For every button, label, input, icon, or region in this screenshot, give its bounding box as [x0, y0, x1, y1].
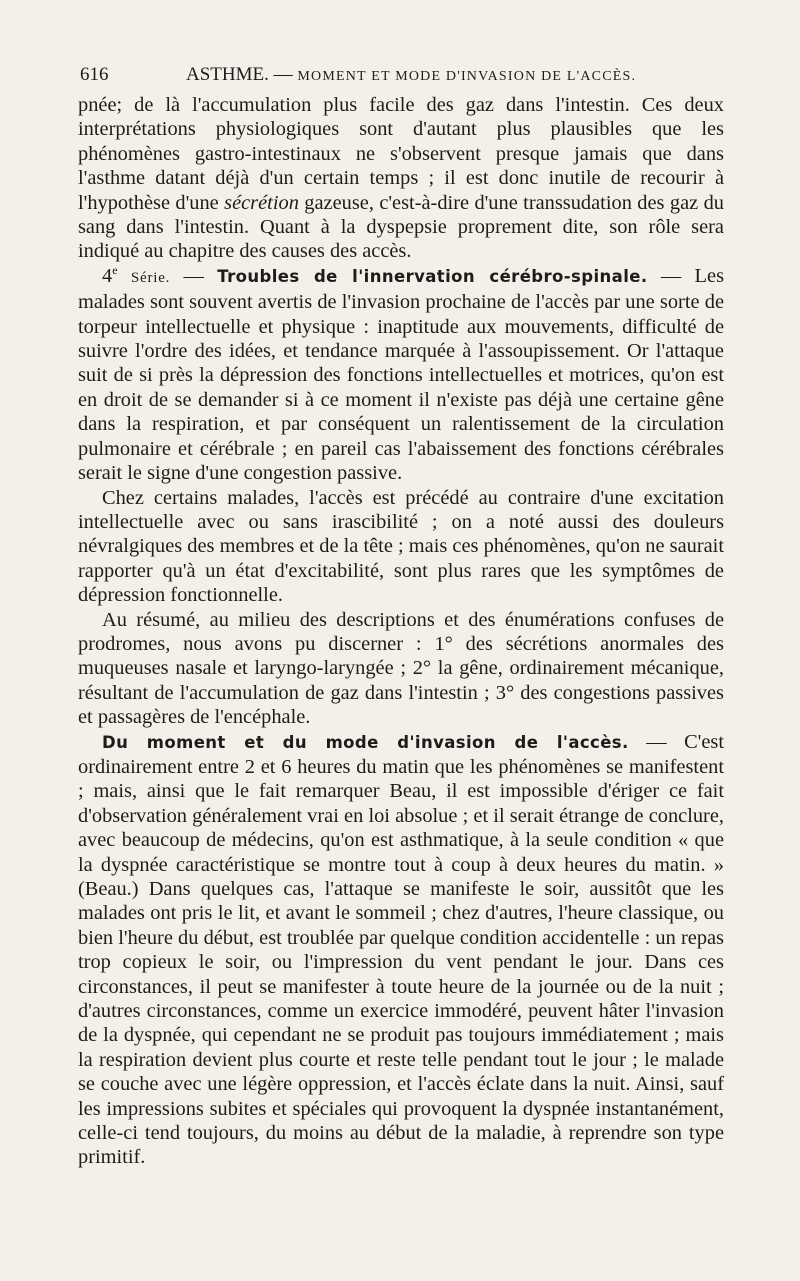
- paragraph-1: [78, 93, 724, 264]
- paragraph-3: Chez certains malades, l'accès est précédé au contraire d'une excitation intellectuelle avec ou sans irascibilité ; on a noté aussi des douleurs névralgiques des membres et de la tête ; mais ces phénomènes, qu'on ne saurait rapporter qu'à un état d'excitabilité, sont plus rares que les symptômes de dépression fonctionnelle.: [78, 486, 724, 607]
- running-title: [186, 62, 636, 90]
- paragraph-2: [78, 264, 724, 486]
- paragraph-2-text: — Les malades sont souvent avertis de l'invasion prochaine de l'accès par une sorte de torpeur intellectuelle et physique : inaptitude aux mouvements, difficulté de suivre l'ordre des idées, et tendance marquée à l'assoupissement. Or l'attaque suit de si près la dépression des fonctions intellectuelles et motrices, qu'on est en droit de se demander si à ce moment il n'existe pas déjà une certaine gêne dans la respiration, et par conséquent un ralentissement de la circulation pulmonaire et cérébrale ; en pareil cas l'abaissement des fonctions cérébrales serait le signe d'une congestion passive.: [78, 264, 724, 485]
- body-text: [78, 93, 724, 1170]
- paragraph-1-text: pnée; de là l'accumulation plus facile des gaz dans l'intestin. Ces deux interprétations physiologiques sont d'autant plus plausibles que les phénomènes gastro-intestinaux ne s'observent presque jamais que dans l'asthme datant déjà d'un certain temps ; il est donc inutile de recourir à l'hypothèse d'une: [78, 94, 724, 214]
- series-superscript: e: [112, 263, 118, 278]
- page-number: 616: [80, 64, 109, 85]
- paragraph-1-end: gazeuse, c'est-à-dire d'une transsudation des gaz du sang dans l'intestin. Quant à la dyspepsie proprement dite, son rôle sera indiqué au chapitre des causes des accès.: [78, 191, 724, 263]
- section-heading: Troubles de l'innervation cérébro-spinale.: [217, 266, 648, 286]
- paragraph-5: [78, 730, 724, 1170]
- series-label: Série.: [130, 269, 171, 286]
- running-title-main: ASTHME. —: [186, 64, 293, 85]
- series-number: 4: [102, 264, 113, 287]
- section-heading: Du moment et du mode d'invasion de l'accès.: [102, 732, 629, 752]
- running-header: [80, 62, 722, 88]
- paragraph-5-text: — C'est ordinairement entre 2 et 6 heures du matin que les phénomènes se manifestent ; mais, ainsi que le fait remarquer Beau, il est impossible d'ériger ce fait d'observation généralement vrai en loi absolue ; et il serait étrange de conclure, avec beaucoup de médecins, qu'on est asthmatique, à la seule condition « que la dyspnée caractéristique se montre tout à coup à deux heures du matin. » (Beau.) Dans quelques cas, l'attaque se manifeste le soir, aussitôt que les malades ont pris le lit, et avant le sommeil ; chez d'autres, l'heure classique, ou bien l'heure du début, est troublée par quelque condition accidentelle : un repas trop copieux le soir, ou l'impression du vent pendant le jour. Dans ces circonstances, il peut se manifester à toute heure de la journée ou de la nuit ; d'autres circonstances, comme un exercice immodéré, peuvent hâter l'invasion de la dyspnée, qui cependant ne se produit pas toujours immédiatement ; mais la respiration devient plus courte et reste telle pendant tout le jour ; le malade se couche avec une légère oppression, et l'accès éclate dans la nuit. Ainsi, sauf les impressions subites et spéciales qui provoquent la dyspnée instantanément, celle-ci tend toujours, du moins au début de la maladie, à reprendre son type primitif.: [78, 730, 724, 1169]
- series-dash: —: [170, 264, 218, 287]
- italic-term: sécrétion: [224, 191, 299, 214]
- paragraph-4: Au résumé, au milieu des descriptions et des énumérations confuses de prodromes, nous avons pu discerner : 1° des sécrétions anormales des muqueuses nasale et laryngo-laryngée ; 2° la gêne, ordinairement mécanique, résultant de l'accumulation de gaz dans l'intestin ; 3° des congestions passives et passagères de l'encéphale.: [78, 608, 724, 729]
- running-title-sub: MOMENT ET MODE D'INVASION DE L'ACCÈS.: [297, 69, 637, 84]
